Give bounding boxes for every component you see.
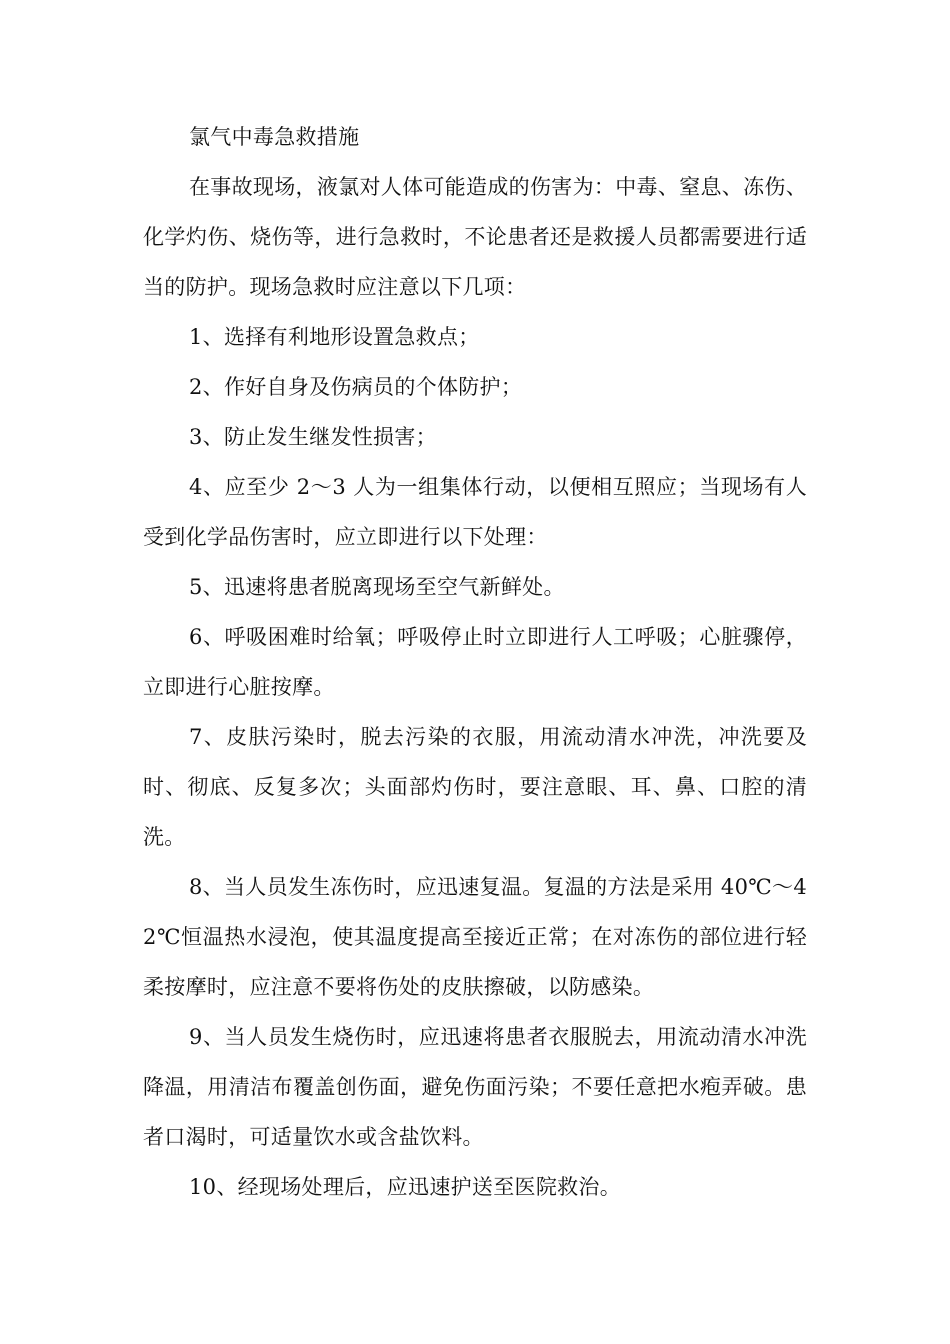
paragraph-item-4: 4、应至少 2～3 人为一组集体行动，以便相互照应；当现场有人受到化学品伤害时，应立即进行以下处理： [143, 475, 807, 549]
paragraph-intro: 在事故现场，液氯对人体可能造成的伤害为：中毒、窒息、冻伤、化学灼伤、烧伤等，进行急救时，不论患者还是救援人员都需要进行适当的防护。现场急救时应注意以下几项： [143, 175, 807, 299]
paragraph-item-3: 3、防止发生继发性损害； [189, 425, 437, 449]
document-title: 氯气中毒急救措施 [189, 125, 360, 149]
paragraph-item-5: 5、迅速将患者脱离现场至空气新鲜处。 [189, 575, 565, 599]
paragraph-item-10: 10、经现场处理后，应迅速护送至医院救治。 [189, 1175, 622, 1199]
paragraph-item-7: 7、皮肤污染时，脱去污染的衣服，用流动清水冲洗，冲洗要及时、彻底、反复多次；头面部灼伤时，要注意眼、耳、鼻、口腔的清洗。 [143, 725, 807, 849]
paragraph-item-2: 2、作好自身及伤病员的个体防护； [189, 375, 523, 399]
paragraph-item-1: 1、选择有利地形设置急救点； [189, 325, 480, 349]
paragraph-item-9: 9、当人员发生烧伤时，应迅速将患者衣服脱去，用流动清水冲洗降温，用清洁布覆盖创伤面，避免伤面污染；不要任意把水疱弄破。患者口渴时，可适量饮水或含盐饮料。 [143, 1025, 807, 1149]
paragraph-item-6: 6、呼吸困难时给氧；呼吸停止时立即进行人工呼吸；心脏骤停，立即进行心脏按摩。 [143, 625, 807, 699]
paragraph-item-8: 8、当人员发生冻伤时，应迅速复温。复温的方法是采用 40℃～42℃恒温热水浸泡，使其温度提高至接近正常；在对冻伤的部位进行轻柔按摩时，应注意不要将伤处的皮肤擦破，以防感染。 [143, 875, 807, 999]
document-body [143, 112, 807, 1212]
